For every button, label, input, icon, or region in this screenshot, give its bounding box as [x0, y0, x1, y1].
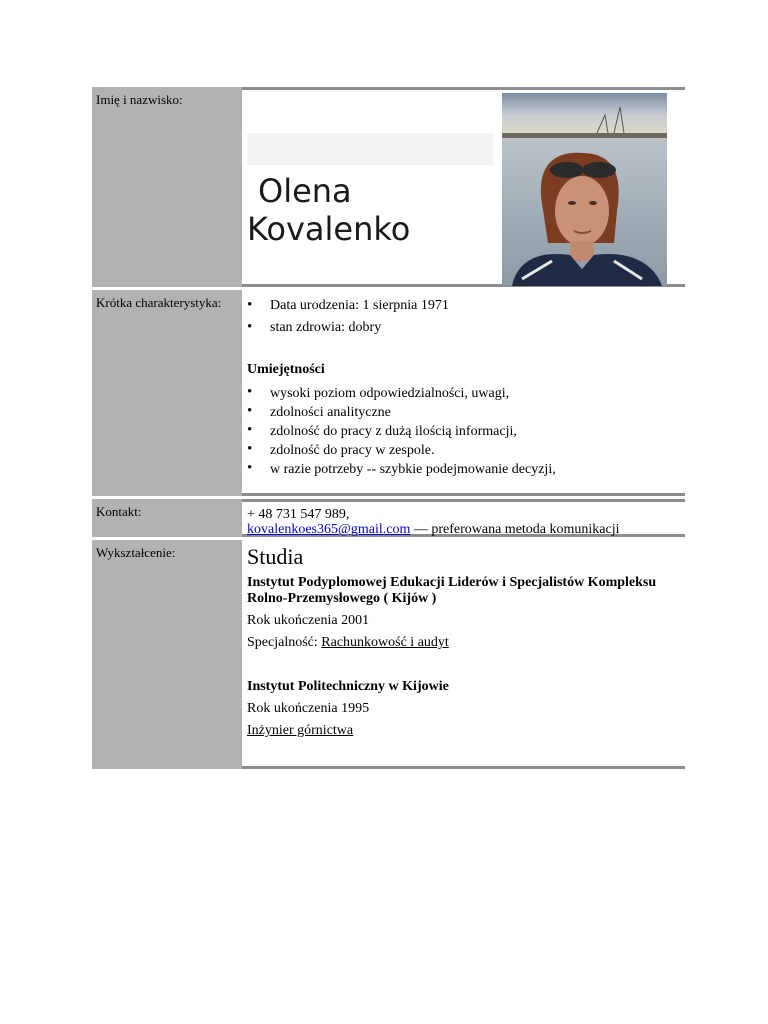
phone-number: + 48 731 547 989,	[247, 507, 350, 522]
name-label: Imię i nazwisko:	[92, 87, 242, 287]
list-item: • Data urodzenia: 1 sierpnia 1971	[247, 295, 685, 317]
skills-heading: Umiejętności	[247, 362, 325, 377]
specialty-value: Rachunkowość i audyt	[321, 635, 449, 650]
email-note: — preferowana metoda komunikacji	[410, 522, 620, 537]
list-item: • zdolność do pracy w zespole.	[247, 441, 685, 460]
summary-row	[92, 290, 685, 496]
summary-label: Krótka charakterystyka:	[92, 290, 242, 496]
contact-cell	[242, 499, 685, 537]
education-heading: Studia	[247, 544, 304, 569]
school2-degree: Inżynier górnictwa	[247, 723, 354, 738]
profile-photo	[502, 93, 667, 286]
list-item: • zdolności analityczne	[247, 403, 685, 422]
school1-year: Rok ukończenia 2001	[247, 613, 370, 628]
name-cell	[242, 87, 685, 287]
specialty-label: Specjalność:	[247, 635, 322, 650]
summary-cell	[242, 290, 685, 496]
school1-specialty	[247, 635, 685, 651]
school2-year: Rok ukończenia 1995	[247, 701, 370, 716]
list-item: • zdolność do pracy z dużą ilością informacji,	[247, 422, 685, 441]
first-name: Olena	[258, 172, 352, 210]
education-label: Wykształcenie:	[92, 540, 242, 769]
education-cell	[242, 540, 685, 769]
last-name: Kovalenko	[247, 210, 411, 248]
cv-table	[92, 87, 685, 769]
full-name	[247, 172, 410, 248]
contact-row	[92, 499, 685, 537]
school1-name: Instytut Podyplomowej Edukacji Liderów i Specjalistów Kompleksu Rolno-Przemysłowego ( Kijów )	[247, 575, 657, 606]
list-item: • stan zdrowia: dobry	[247, 317, 685, 339]
name-highlight-bar	[247, 133, 493, 165]
skills-list	[247, 384, 685, 479]
education-row	[92, 540, 685, 769]
school2-name: Instytut Politechniczny w Kijowie	[247, 679, 449, 694]
email-line	[247, 522, 685, 537]
personal-info-list	[247, 295, 685, 339]
name-row	[92, 87, 685, 287]
contact-label: Kontakt:	[92, 499, 242, 537]
list-item: • wysoki poziom odpowiedzialności, uwagi,	[247, 384, 685, 403]
email-link[interactable]: kovalenkoes365@gmail.com	[247, 522, 411, 537]
list-item: • w razie potrzeby -- szybkie podejmowanie decyzji,	[247, 460, 685, 479]
